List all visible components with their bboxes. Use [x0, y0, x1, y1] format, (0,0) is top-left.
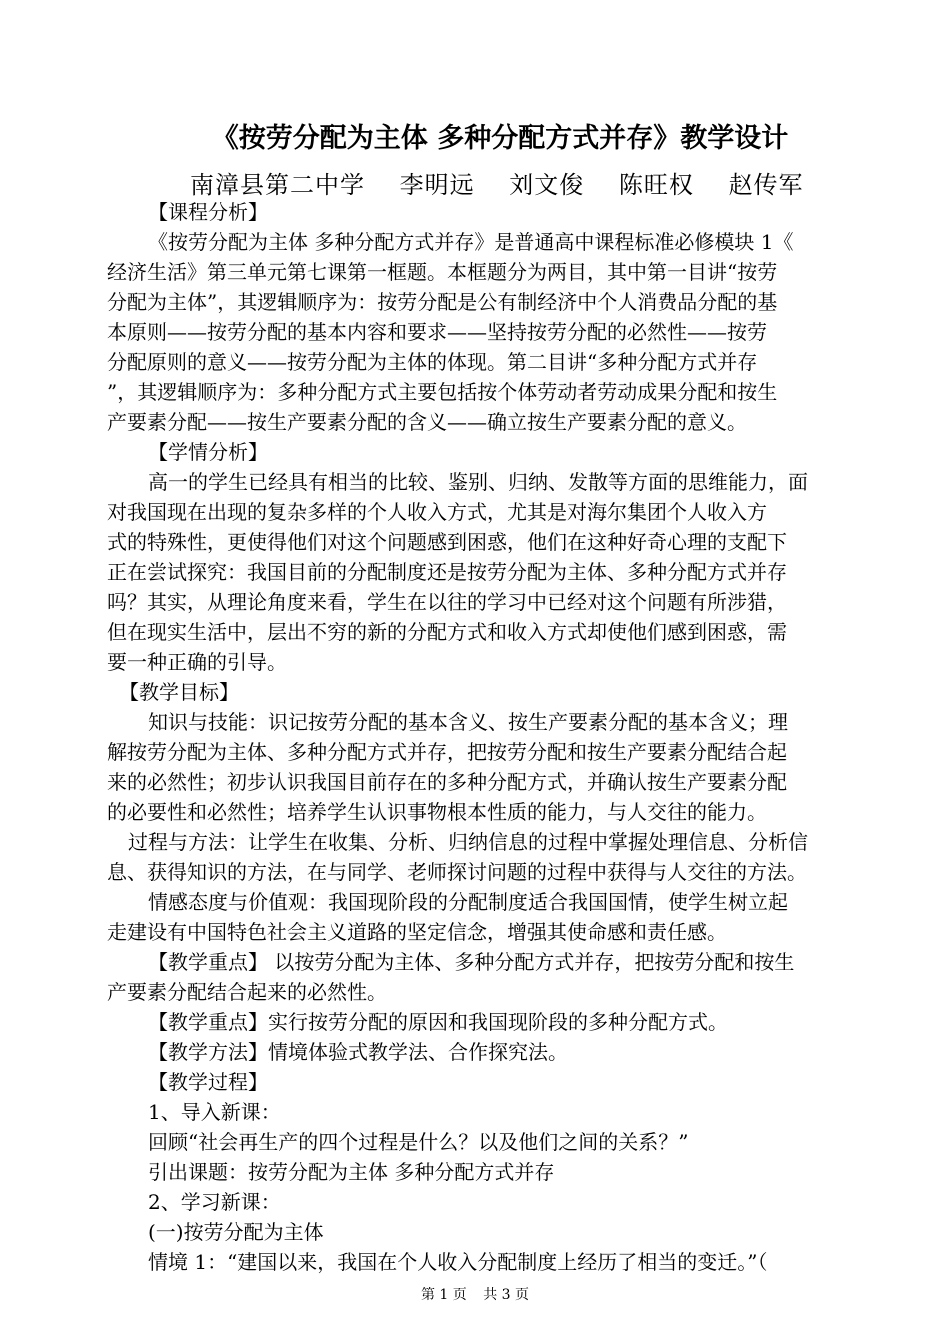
body-line: 1、导入新课：: [148, 1100, 281, 1124]
body-line: 但在现实生活中，层出不穷的新的分配方式和收入方式却使他们感到困惑，需: [107, 620, 787, 644]
author-line: [190, 165, 830, 200]
body-line: 【教学重点】 以按劳分配为主体、多种分配方式并存，把按劳分配和按生: [148, 950, 795, 974]
body-line: 要一种正确的引导。: [107, 650, 287, 674]
page-number: 第 1 页: [420, 1287, 467, 1303]
author-school: 南漳县第二中学: [190, 171, 365, 199]
body-line: 情感态度与价值观：我国现阶段的分配制度适合我国国情，使学生树立起: [148, 890, 788, 914]
body-line: 分配原则的意义——按劳分配为主体的体现。第二目讲“多种分配方式并存: [107, 350, 758, 374]
body-line: 经济生活》第三单元第七课第一框题。本框题分为两目，其中第一目讲“按劳: [107, 260, 778, 284]
body-line: 产要素分配结合起来的必然性。: [107, 980, 387, 1004]
body-line: (一)按劳分配为主体: [148, 1220, 324, 1244]
body-line: 正在尝试探究：我国目前的分配制度还是按劳分配为主体、多种分配方式并存: [107, 560, 787, 584]
section-heading: 【教学过程】: [148, 1070, 268, 1094]
body-line: 回顾“社会再生产的四个过程是什么？以及他们之间的关系？”: [148, 1130, 689, 1154]
body-line: 式的特殊性，更使得他们对这个问题感到困惑，他们在这种好奇心理的支配下: [107, 530, 787, 554]
author-name: 陈旺权: [618, 171, 694, 199]
body-line: 知识与技能：识记按劳分配的基本含义、按生产要素分配的基本含义；理: [148, 710, 788, 734]
body-line: 走建设有中国特色社会主义道路的坚定信念，增强其使命感和责任感。: [107, 920, 727, 944]
body-line: 《按劳分配为主体 多种分配方式并存》是普通高中课程标准必修模块 1《: [148, 230, 794, 254]
body-line: 息、获得知识的方法，在与同学、老师探讨问题的过程中获得与人交往的方法。: [107, 860, 807, 884]
body-line: ”，其逻辑顺序为：多种分配方式主要包括按个体劳动者劳动成果分配和按生: [107, 380, 778, 404]
body-line: 对我国现在出现的复杂多样的个人收入方式，尤其是对海尔集团个人收入方: [107, 500, 767, 524]
page-total: 共 3 页: [483, 1287, 530, 1303]
body-line: 解按劳分配为主体、多种分配方式并存，把按劳分配和按生产要素分配结合起: [107, 740, 787, 764]
section-heading: 【课程分析】: [148, 200, 268, 224]
body-line: 本原则——按劳分配的基本内容和要求——坚持按劳分配的必然性——按劳: [107, 320, 767, 344]
document-title: 《按劳分配为主体 多种分配方式并存》教学设计: [211, 123, 789, 154]
body-line: 引出课题：按劳分配为主体 多种分配方式并存: [148, 1160, 555, 1184]
section-heading: 【教学目标】: [119, 680, 239, 704]
page-footer: [0, 1284, 950, 1304]
body-line: 的必要性和必然性；培养学生认识事物根本性质的能力，与人交往的能力。: [107, 800, 767, 824]
body-line: 2、学习新课：: [148, 1190, 281, 1214]
body-line: 产要素分配——按生产要素分配的含义——确立按生产要素分配的意义。: [107, 410, 747, 434]
body-line: 【教学重点】实行按劳分配的原因和我国现阶段的多种分配方式。: [148, 1010, 728, 1034]
body-line: 高一的学生已经具有相当的比较、鉴别、归纳、发散等方面的思维能力，面: [148, 470, 808, 494]
author-name: 李明远: [399, 171, 475, 199]
body-line: 吗？其实，从理论角度来看，学生在以往的学习中已经对这个问题有所涉猎，: [107, 590, 787, 614]
body-line: 情境 1：“建国以来，我国在个人收入分配制度上经历了相当的变迁。”（: [148, 1250, 768, 1274]
section-heading: 【学情分析】: [148, 440, 268, 464]
body-line: 来的必然性；初步认识我国目前存在的多种分配方式，并确认按生产要素分配: [107, 770, 787, 794]
body-line: 过程与方法：让学生在收集、分析、归纳信息的过程中掌握处理信息、分析信: [128, 830, 808, 854]
author-name: 赵传军: [728, 171, 804, 199]
author-name: 刘文俊: [509, 171, 585, 199]
body-line: 【教学方法】情境体验式教学法、合作探究法。: [148, 1040, 568, 1064]
body-line: 分配为主体”，其逻辑顺序为：按劳分配是公有制经济中个人消费品分配的基: [107, 290, 778, 314]
